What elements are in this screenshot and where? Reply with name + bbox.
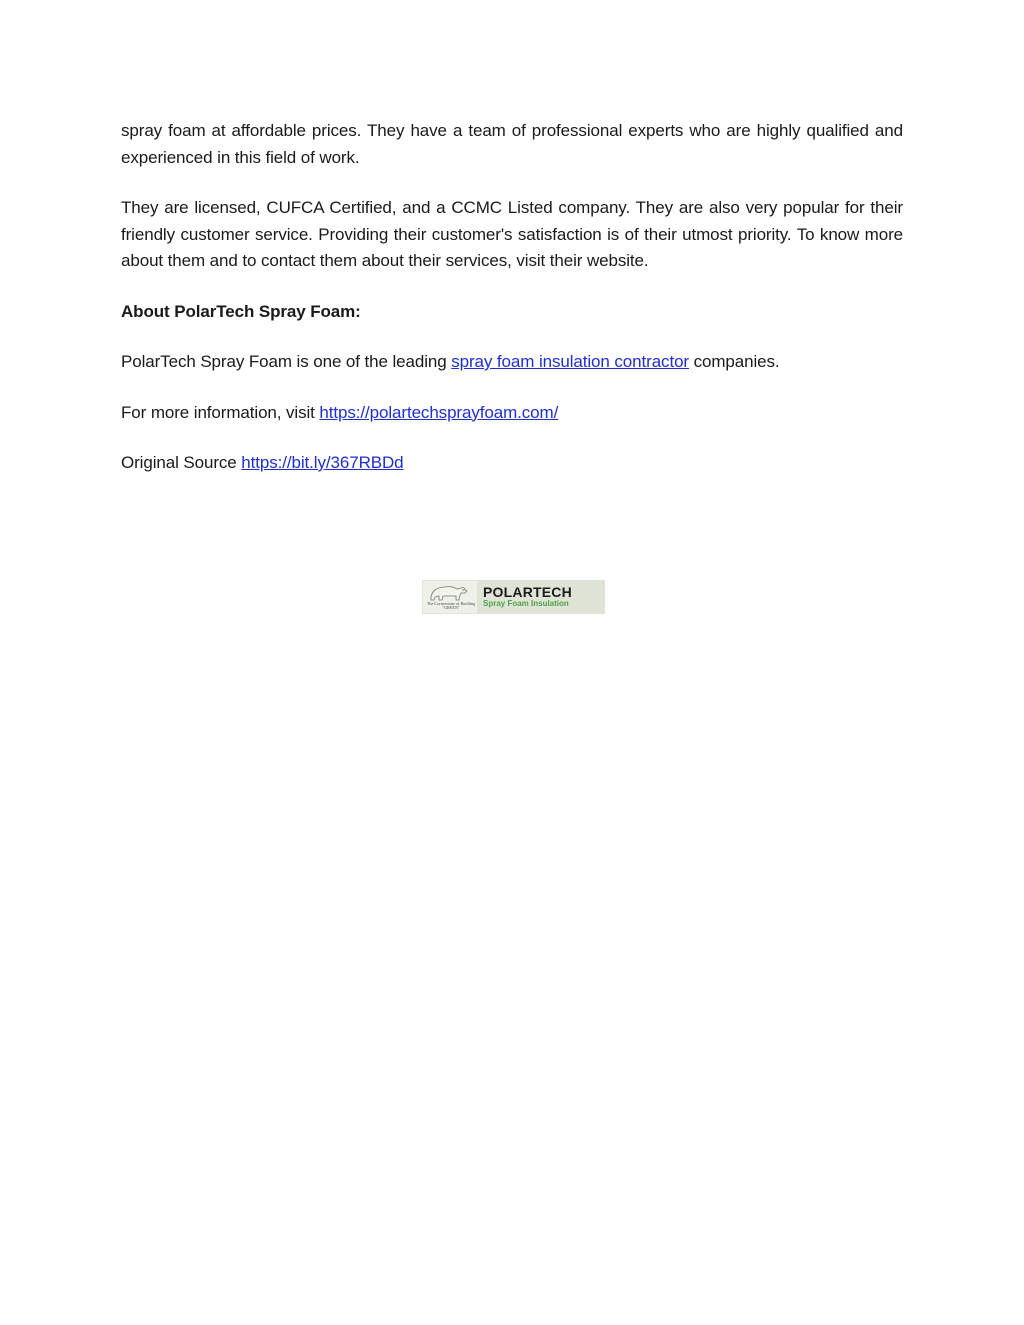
document-body	[121, 118, 903, 501]
intro-paragraph: spray foam at affordable prices. They have a team of professional experts who are highly qualified and experienced in this field of work.	[121, 121, 903, 167]
source-label: Original Source	[121, 453, 242, 472]
contractor-link[interactable]: spray foam insulation contractor	[451, 352, 689, 371]
logo-subtitle: Spray Foam Insulation	[483, 599, 569, 608]
website-link[interactable]: https://polartechsprayfoam.com/	[319, 402, 559, 422]
polartech-logo	[422, 580, 605, 614]
about-text-after: companies.	[688, 352, 780, 371]
about-paragraph	[121, 349, 903, 376]
credentials-paragraph: They are licensed, CUFCA Certified, and a CCMC Listed company. They are also very popular for their friendly customer service. Providing their customer's satisfaction is of their utmost priority. To know more about them and to contact them about their services, visit their website.	[121, 198, 903, 270]
source-link[interactable]: https://bit.ly/367RBDd	[241, 453, 404, 472]
about-heading: About PolarTech Spray Foam:	[121, 301, 361, 321]
polar-bear-icon	[423, 581, 477, 603]
logo-emblem	[423, 581, 477, 613]
more-info-text: For more information, visit	[121, 402, 320, 422]
about-text-before: PolarTech Spray Foam is one of the leading	[121, 352, 452, 371]
logo-brand: POLARTECH	[483, 584, 572, 600]
logo-tagline: The Cornerstone of Building "GREEN"	[426, 600, 476, 611]
source-paragraph	[121, 450, 903, 477]
logo-wordmark	[477, 581, 604, 613]
more-info-paragraph	[121, 400, 903, 427]
